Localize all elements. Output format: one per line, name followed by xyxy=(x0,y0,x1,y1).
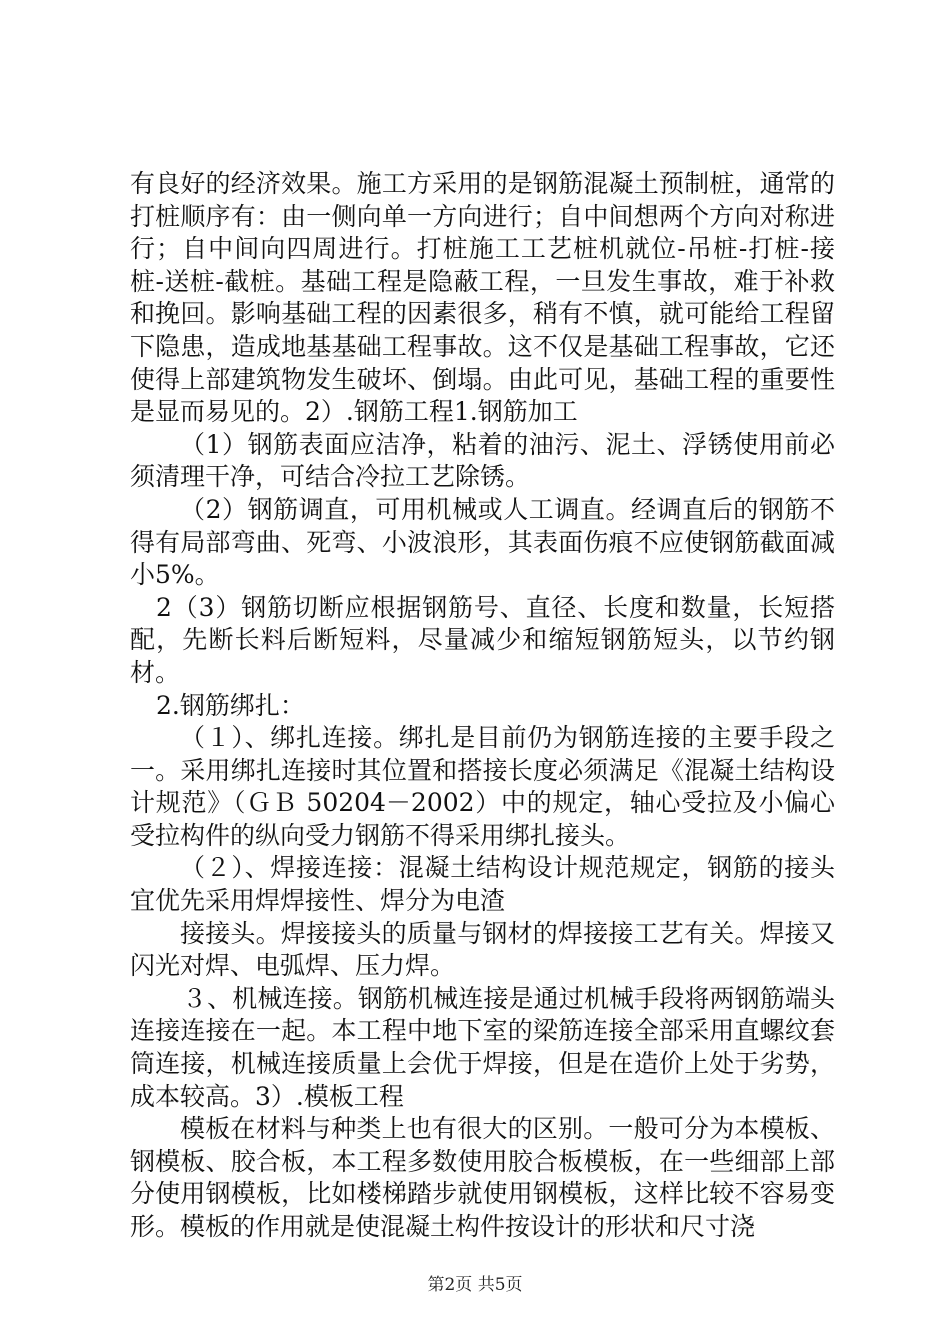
paragraph-9: ３、机械连接。钢筋机械连接是通过机械手段将两钢筋端头连接连接在一起。本工程中地下室的梁筋连接全部采用直螺纹套筒连接，机械连接质量上会优于焊接，但是在造价上处于劣势，成本较高。3）.模板工程 xyxy=(130,983,835,1111)
paragraph-2: （1）钢筋表面应洁净，粘着的油污、泥土、浮锈使用前必须清理干净，可结合冷拉工艺除锈。 xyxy=(130,429,835,492)
paragraph-6: （１）、绑扎连接。绑扎是目前仍为钢筋连接的主要手段之一。采用绑扎连接时其位置和搭接长度必须满足《混凝土结构设计规范》（ＧＢ 50204－2002）中的规定，轴心受拉及小偏心受拉构件的纵向受力钢筋不得采用绑扎接头。 xyxy=(130,723,835,850)
page-footer: 第2页 共5页 xyxy=(427,1275,523,1295)
document-body xyxy=(130,168,835,1244)
paragraph-4: 2（3）钢筋切断应根据钢筋号、直径、长度和数量，长短搭配，先断长料后断短料，尽量减少和缩短钢筋短头，以节约钢材。 xyxy=(130,592,835,687)
paragraph-3: （2）钢筋调直，可用机械或人工调直。经调直后的钢筋不得有局部弯曲、死弯、小波浪形，其表面伤痕不应使钢筋截面减小5%。 xyxy=(130,494,835,590)
paragraph-5: 2.钢筋绑扎： xyxy=(156,690,305,720)
paragraph-7: （２）、焊接连接：混凝土结构设计规范规定，钢筋的接头宜优先采用焊焊接性、焊分为电渣 xyxy=(130,853,835,916)
paragraph-8: 接接头。焊接接头的质量与钢材的焊接接工艺有关。焊接又闪光对焊、电弧焊、压力焊。 xyxy=(130,918,835,981)
paragraph-1: 有良好的经济效果。施工方采用的是钢筋混凝土预制桩，通常的打桩顺序有：由一侧向单一方向进行；自中间想两个方向对称进行；自中间向四周进行。打桩施工工艺桩机就位-吊桩-打桩-接桩-送桩-截桩。基础工程是隐蔽工程，一旦发生事故，难于补救和挽回。影响基础工程的因素很多，稍有不慎，就可能给工程留下隐患，造成地基基础工程事故。这不仅是基础工程事故，它还使得上部建筑物发生破坏、倒塌。由此可见，基础工程的重要性是显而易见的。2）.钢筋工程1.钢筋加工 xyxy=(130,169,835,427)
paragraph-10: 模板在材料与种类上也有很大的区别。一般可分为本模板、钢模板、胶合板，本工程多数使用胶合板模板，在一些细部上部分使用钢模板，比如楼梯踏步就使用钢模板，这样比较不容易变形。模板的作用就是使混凝土构件按设计的形状和尺寸浇 xyxy=(130,1114,835,1241)
